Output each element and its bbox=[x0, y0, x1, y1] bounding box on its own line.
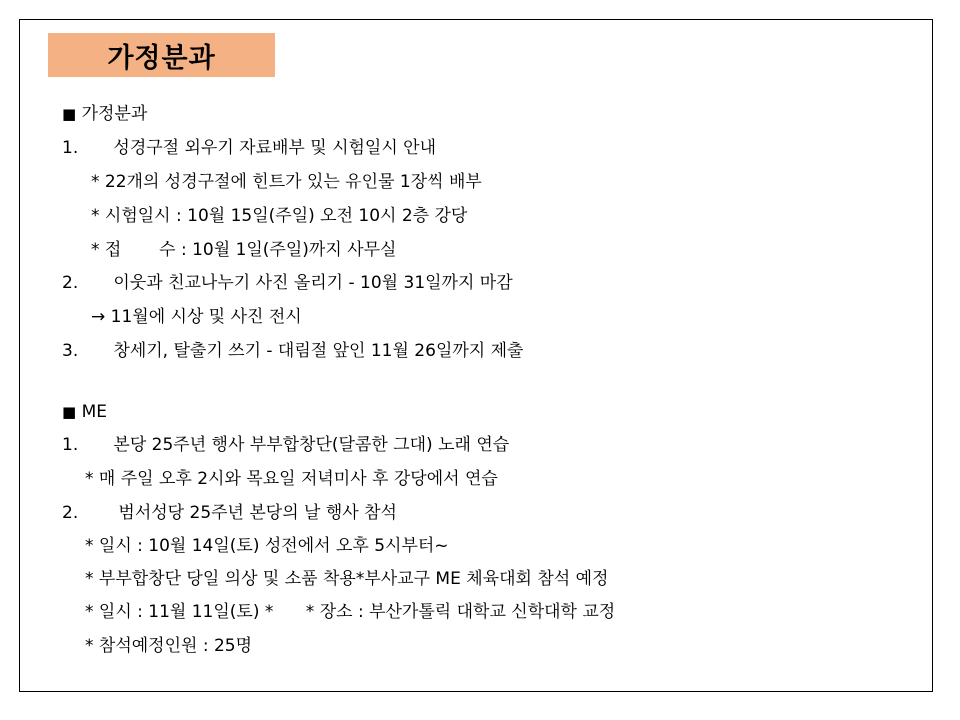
list-number: 1. bbox=[62, 435, 79, 455]
list-subitem: * 일시 : 10월 14일(토) 성전에서 오후 5시부터~ bbox=[85, 536, 449, 556]
section-heading-gajeong bbox=[62, 103, 147, 125]
list-subitem: * 일시 : 11월 11일(토) * * 장소 : 부산가톨릭 대학교 신학대학 교정 bbox=[85, 602, 616, 622]
list-subitem: → 11월에 시상 및 사진 전시 bbox=[91, 307, 302, 327]
square-bullet-icon: ■ bbox=[62, 403, 77, 421]
list-number: 3. bbox=[62, 341, 79, 361]
page-title: 가정분과 bbox=[107, 42, 216, 74]
list-number: 2. bbox=[62, 503, 79, 523]
list-subitem: * 참석예정인원 : 25명 bbox=[85, 636, 253, 656]
square-bullet-icon: ■ bbox=[62, 105, 77, 123]
list-item-text: 이웃과 친교나누기 사진 올리기 - 10월 31일까지 마감 bbox=[113, 273, 513, 293]
list-subitem: * 22개의 성경구절에 힌트가 있는 유인물 1장씩 배부 bbox=[91, 172, 482, 192]
list-item bbox=[62, 434, 509, 456]
list-item bbox=[62, 340, 523, 362]
section-heading-me bbox=[62, 401, 107, 423]
list-subitem: * 시험일시 : 10월 15일(주일) 오전 10시 2층 강당 bbox=[91, 206, 468, 226]
section-heading-text: 가정분과 bbox=[81, 104, 148, 124]
title-box bbox=[48, 33, 275, 77]
list-item-text: 범서성당 25주년 본당의 날 행사 참석 bbox=[118, 503, 397, 523]
list-item-text: 본당 25주년 행사 부부합창단(달콤한 그대) 노래 연습 bbox=[113, 435, 510, 455]
list-number: 2. bbox=[62, 273, 79, 293]
list-item bbox=[62, 502, 397, 524]
list-item bbox=[62, 272, 513, 294]
list-subitem: * 매 주일 오후 2시와 목요일 저녁미사 후 강당에서 연습 bbox=[85, 469, 498, 489]
list-number: 1. bbox=[62, 138, 79, 158]
list-item bbox=[62, 137, 436, 159]
list-subitem: * 부부합창단 당일 의상 및 소품 착용*부사교구 ME 체육대회 참석 예정 bbox=[85, 569, 609, 589]
list-item-text: 성경구절 외우기 자료배부 및 시험일시 안내 bbox=[113, 138, 437, 158]
list-item-text: 창세기, 탈출기 쓰기 - 대림절 앞인 11월 26일까지 제출 bbox=[113, 341, 524, 361]
section-heading-text: ME bbox=[81, 402, 108, 422]
list-subitem: * 접 수 : 10월 1일(주일)까지 사무실 bbox=[91, 240, 397, 260]
